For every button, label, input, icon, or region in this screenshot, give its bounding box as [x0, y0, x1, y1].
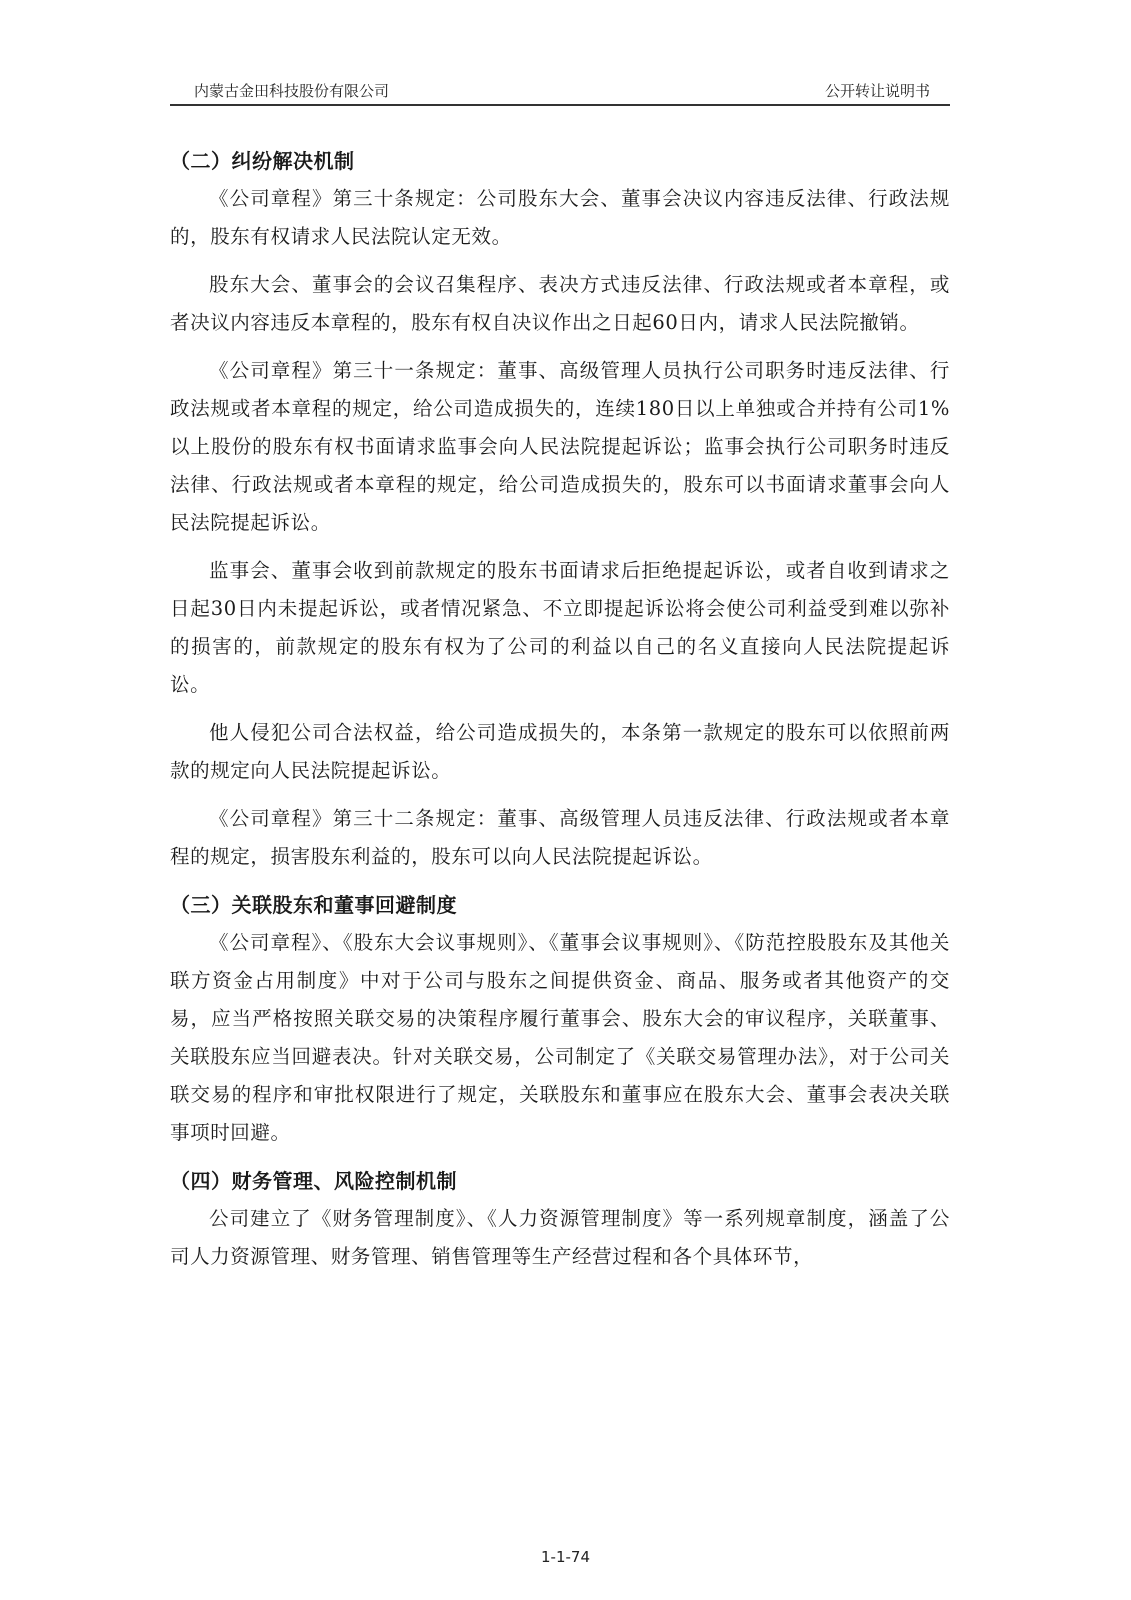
section-heading-related-party-recusal: （三）关联股东和董事回避制度: [170, 893, 457, 917]
document-body: [170, 138, 950, 1286]
section-heading-financial-risk-control: （四）财务管理、风险控制机制: [170, 1169, 457, 1193]
page-header: [170, 78, 950, 102]
paragraph: 《公司章程》第三十条规定：公司股东大会、董事会决议内容违反法律、行政法规的，股东有权请求人民法院认定无效。: [170, 187, 950, 248]
header-document-type: 公开转让说明书: [824, 82, 930, 100]
paragraph: 公司建立了《财务管理制度》、《人力资源管理制度》等一系列规章制度，涵盖了公司人力资源管理、财务管理、销售管理等生产经营过程和各个具体环节，: [170, 1207, 950, 1268]
header-company-name: 内蒙古金田科技股份有限公司: [194, 82, 390, 100]
paragraph: 他人侵犯公司合法权益，给公司造成损失的，本条第一款规定的股东可以依照前两款的规定向人民法院提起诉讼。: [170, 721, 950, 782]
page-number: 1-1-74: [541, 1548, 590, 1566]
header-divider: [170, 104, 950, 106]
section-heading-dispute-resolution: （二）纠纷解决机制: [170, 149, 355, 173]
paragraph: 股东大会、董事会的会议召集程序、表决方式违反法律、行政法规或者本章程，或者决议内容违反本章程的，股东有权自决议作出之日起60日内，请求人民法院撤销。: [170, 273, 950, 334]
paragraph: 监事会、董事会收到前款规定的股东书面请求后拒绝提起诉讼，或者自收到请求之日起30日内未提起诉讼，或者情况紧急、不立即提起诉讼将会使公司利益受到难以弥补的损害的，前款规定的股东有权为了公司的利益以自己的名义直接向人民法院提起诉讼。: [170, 559, 950, 696]
paragraph: 《公司章程》、《股东大会议事规则》、《董事会议事规则》、《防范控股股东及其他关联方资金占用制度》中对于公司与股东之间提供资金、商品、服务或者其他资产的交易，应当严格按照关联交易的决策程序履行董事会、股东大会的审议程序，关联董事、关联股东应当回避表决。针对关联交易，公司制定了《关联交易管理办法》，对于公司关联交易的程序和审批权限进行了规定，关联股东和董事应在股东大会、董事会表决关联事项时回避。: [170, 931, 950, 1144]
paragraph: 《公司章程》第三十一条规定：董事、高级管理人员执行公司职务时违反法律、行政法规或者本章程的规定，给公司造成损失的，连续180日以上单独或合并持有公司1%以上股份的股东有权书面请求监事会向人民法院提起诉讼；监事会执行公司职务时违反法律、行政法规或者本章程的规定，给公司造成损失的，股东可以书面请求董事会向人民法院提起诉讼。: [170, 359, 950, 534]
paragraph: 《公司章程》第三十二条规定：董事、高级管理人员违反法律、行政法规或者本章程的规定，损害股东利益的，股东可以向人民法院提起诉讼。: [170, 807, 950, 868]
